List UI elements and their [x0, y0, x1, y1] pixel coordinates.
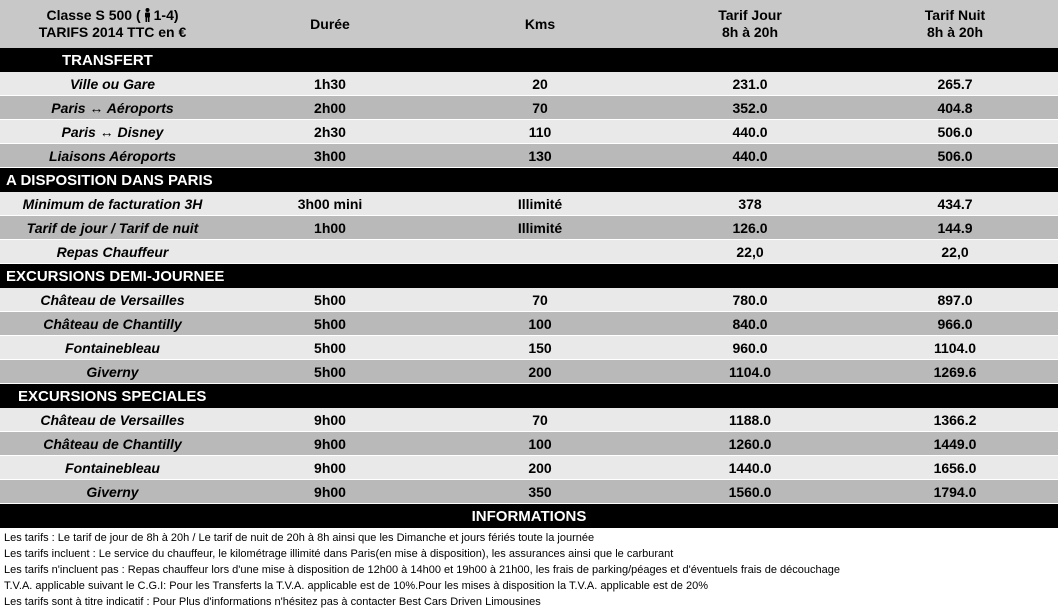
row-kms: 100 — [528, 315, 552, 332]
row-tarif-nuit: 22,0 — [941, 243, 969, 260]
row-kms: 110 — [528, 123, 552, 140]
person-icon — [143, 8, 152, 22]
row-label: Château de Versailles — [40, 291, 185, 308]
table-row — [0, 144, 1058, 168]
row-duree: 5h00 — [314, 291, 346, 308]
informations-header — [0, 504, 1058, 528]
table-row — [0, 312, 1058, 336]
table-row — [0, 480, 1058, 504]
row-duree: 9h00 — [314, 459, 346, 476]
row-tarif-jour: 1188.0 — [728, 411, 772, 428]
row-kms: 70 — [532, 291, 548, 308]
section-title: A DISPOSITION DANS PARIS — [6, 171, 213, 189]
row-tarif-nuit: 404.8 — [937, 99, 973, 116]
row-kms: Illimité — [517, 219, 563, 236]
information-line: Les tarifs : Le tarif de jour de 8h à 20h / Le tarif de nuit de 20h à 8h ainsi que les Dimanche et jours fériés toute la journée — [4, 532, 595, 544]
header-class-title — [0, 0, 225, 48]
section-header — [0, 384, 1058, 408]
section-header — [0, 168, 1058, 192]
row-label: Paris ↔ Disney — [61, 123, 164, 140]
section-title: EXCURSIONS DEMI-JOURNEE — [6, 267, 225, 285]
header-tarif-nuit — [855, 0, 1055, 48]
row-tarif-jour: 231.0 — [732, 75, 768, 92]
header-tarif-jour — [645, 0, 855, 48]
row-duree: 5h00 — [314, 315, 346, 332]
row-kms: 20 — [532, 75, 548, 92]
table-row — [0, 360, 1058, 384]
row-tarif-nuit: 1449.0 — [933, 435, 977, 452]
row-tarif-nuit: 1104.0 — [933, 339, 977, 356]
table-row — [0, 432, 1058, 456]
row-duree: 5h00 — [314, 339, 346, 356]
row-tarif-jour: 840.0 — [732, 315, 768, 332]
row-kms: 130 — [528, 147, 552, 164]
table-row — [0, 240, 1058, 264]
section-header — [0, 48, 1058, 72]
header-class-name: Classe S 500 ( — [46, 7, 141, 23]
row-label: Tarif de jour / Tarif de nuit — [26, 219, 199, 236]
table-row — [0, 192, 1058, 216]
row-tarif-nuit: 265.7 — [937, 75, 973, 92]
informations-title: INFORMATIONS — [471, 507, 587, 525]
row-kms: 200 — [528, 459, 552, 476]
row-tarif-nuit: 966.0 — [937, 315, 973, 332]
row-label: Fontainebleau — [65, 459, 160, 476]
row-duree: 5h00 — [314, 363, 346, 380]
table-row — [0, 456, 1058, 480]
table-row — [0, 96, 1058, 120]
row-tarif-nuit: 1269.6 — [933, 363, 977, 380]
header-tarif-jour-title: Tarif Jour — [718, 7, 782, 23]
header-kms: Kms — [524, 15, 556, 32]
row-kms: 70 — [532, 99, 548, 116]
row-tarif-jour: 126.0 — [732, 219, 768, 236]
row-tarif-jour: 1560.0 — [728, 483, 772, 500]
row-tarif-nuit: 144.9 — [937, 219, 973, 236]
table-row — [0, 216, 1058, 240]
row-tarif-jour: 960.0 — [732, 339, 768, 356]
table-header — [0, 0, 1058, 48]
row-tarif-nuit: 1656.0 — [933, 459, 977, 476]
row-tarif-jour: 1104.0 — [728, 363, 772, 380]
row-tarif-nuit: 1366.2 — [933, 411, 977, 428]
row-tarif-jour: 440.0 — [732, 147, 768, 164]
row-label: Repas Chauffeur — [56, 243, 169, 260]
row-label: Giverny — [86, 363, 139, 380]
header-tarif-nuit-title: Tarif Nuit — [924, 7, 986, 23]
row-duree: 3h00 — [314, 147, 346, 164]
information-line: Les tarifs n'incluent pas : Repas chauffeur lors d'une mise à disposition de 12h00 à 14h00 et 19h00 à 21h00, les frais de parking/péages et d'éventuels frais de découchage — [4, 564, 840, 576]
row-tarif-nuit: 897.0 — [937, 291, 973, 308]
row-label: Paris ↔ Aéroports — [51, 99, 174, 116]
row-kms: 70 — [532, 411, 548, 428]
row-label: Fontainebleau — [65, 339, 160, 356]
information-line: Les tarifs sont à titre indicatif : Pour Plus d'informations n'hésitez pas à contacter Best Cars Driven Limousines — [4, 596, 541, 608]
section-title: EXCURSIONS SPECIALES — [18, 387, 207, 405]
row-kms: 150 — [528, 339, 552, 356]
header-passenger-count: 1-4) — [153, 7, 179, 23]
row-label: Giverny — [86, 483, 139, 500]
row-label: Château de Chantilly — [43, 315, 182, 332]
header-tarif-jour-hours: 8h à 20h — [721, 24, 779, 40]
row-tarif-nuit: 434.7 — [937, 195, 973, 212]
row-tarif-jour: 22,0 — [736, 243, 764, 260]
row-duree: 1h00 — [314, 219, 346, 236]
row-tarif-jour: 378 — [738, 195, 762, 212]
row-label: Château de Versailles — [40, 411, 185, 428]
information-line: Les tarifs incluent : Le service du chauffeur, le kilométrage illimité dans Paris(en mise à disposition), les assurances ainsi que le carburant — [4, 548, 674, 560]
row-duree: 9h00 — [314, 435, 346, 452]
section-header — [0, 264, 1058, 288]
header-tarif-nuit-hours: 8h à 20h — [926, 24, 984, 40]
row-duree: 9h00 — [314, 411, 346, 428]
row-tarif-nuit: 1794.0 — [933, 483, 977, 500]
row-label: Minimum de facturation 3H — [22, 195, 203, 212]
row-tarif-jour: 1440.0 — [728, 459, 772, 476]
table-row — [0, 336, 1058, 360]
header-tarifs-label: TARIFS 2014 TTC en € — [38, 24, 187, 40]
row-kms: 350 — [528, 483, 552, 500]
row-duree: 9h00 — [314, 483, 346, 500]
section-title: TRANSFERT — [62, 51, 153, 69]
row-kms: 200 — [528, 363, 552, 380]
row-duree: 2h00 — [314, 99, 346, 116]
header-class-line1 — [46, 7, 178, 24]
row-tarif-jour: 780.0 — [732, 291, 768, 308]
header-duree: Durée — [310, 15, 350, 32]
table-row — [0, 120, 1058, 144]
information-line: T.V.A. applicable suivant le C.G.I: Pour les Transferts la T.V.A. applicable est de 10%.Pour les mises à disposition la T.V.A. applicable est de 20% — [4, 580, 708, 592]
table-row — [0, 288, 1058, 312]
row-tarif-jour: 440.0 — [732, 123, 768, 140]
row-kms: Illimité — [517, 195, 563, 212]
row-kms — [435, 240, 645, 263]
row-duree: 3h00 mini — [297, 195, 363, 212]
row-duree: 2h30 — [314, 123, 346, 140]
row-duree: 1h30 — [314, 75, 346, 92]
row-label: Château de Chantilly — [43, 435, 182, 452]
row-tarif-jour: 1260.0 — [728, 435, 772, 452]
row-kms: 100 — [528, 435, 552, 452]
row-tarif-nuit: 506.0 — [937, 147, 973, 164]
row-tarif-jour: 352.0 — [732, 99, 768, 116]
row-label: Liaisons Aéroports — [48, 147, 177, 164]
table-row — [0, 408, 1058, 432]
row-label: Ville ou Gare — [69, 75, 156, 92]
table-row — [0, 72, 1058, 96]
row-tarif-nuit: 506.0 — [937, 123, 973, 140]
row-duree — [225, 240, 435, 263]
